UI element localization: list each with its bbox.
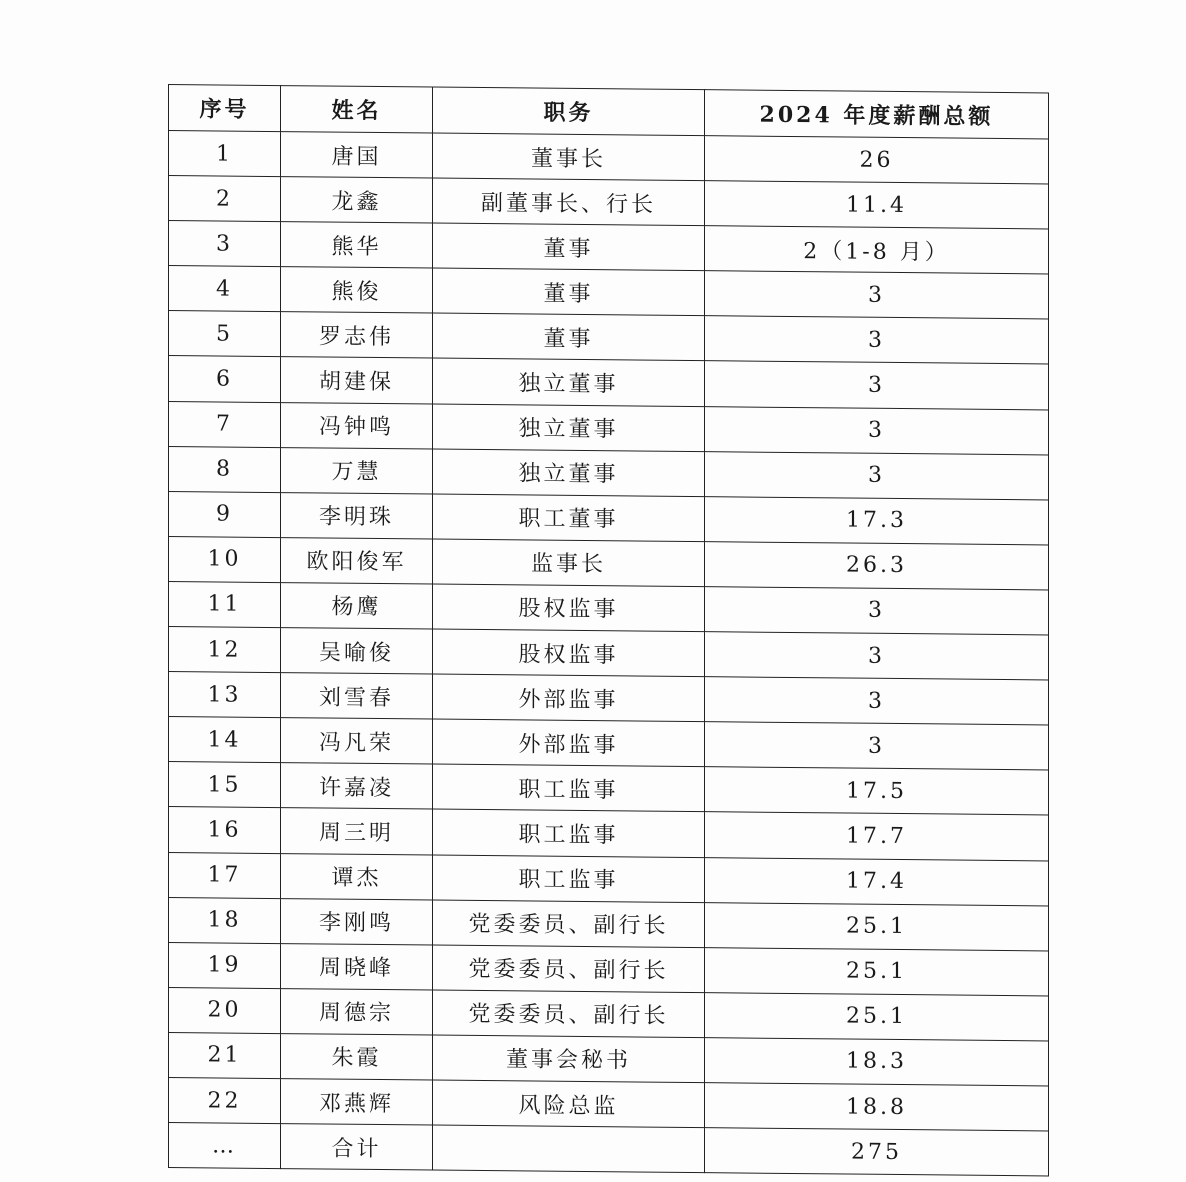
row-name: 罗志伟 <box>281 312 433 359</box>
table-row <box>169 1123 1049 1177</box>
row-pay: 3 <box>705 406 1049 454</box>
row-no: 21 <box>169 1032 281 1078</box>
row-no: 1 <box>169 131 281 177</box>
row-name: 周德宗 <box>281 988 433 1035</box>
row-no: 13 <box>169 672 281 718</box>
header-title: 职务 <box>433 87 705 136</box>
row-title: 股权监事 <box>433 584 705 632</box>
row-title: 职工监事 <box>433 855 705 903</box>
row-title: 外部监事 <box>433 674 705 722</box>
row-title: 独立董事 <box>433 404 705 452</box>
row-pay: 17.5 <box>705 767 1049 815</box>
row-name: 谭杰 <box>281 853 433 900</box>
row-no: 7 <box>169 401 281 447</box>
row-no: 20 <box>169 987 281 1033</box>
row-pay: 17.3 <box>705 496 1049 544</box>
row-no: 9 <box>169 491 281 537</box>
row-pay: 2（1-8 月） <box>705 226 1049 274</box>
row-no: 16 <box>169 807 281 853</box>
row-no: 22 <box>169 1077 281 1123</box>
header-pay: 2024 年度薪酬总额 <box>705 90 1049 139</box>
row-title: 董事 <box>433 313 705 361</box>
row-pay: 275 <box>705 1128 1049 1176</box>
row-pay: 3 <box>705 361 1049 409</box>
row-title: 监事长 <box>433 539 705 587</box>
row-name: 吴喻俊 <box>281 628 433 675</box>
row-pay: 3 <box>705 722 1049 770</box>
row-pay: 3 <box>705 632 1049 680</box>
row-title: 职工监事 <box>433 809 705 857</box>
row-no: 8 <box>169 446 281 492</box>
row-title: 副董事长、行长 <box>433 178 705 226</box>
row-name: 唐国 <box>281 132 433 179</box>
row-title: 董事 <box>433 268 705 316</box>
row-pay: 17.4 <box>705 857 1049 905</box>
row-name: 龙鑫 <box>281 177 433 224</box>
row-pay: 25.1 <box>705 902 1049 950</box>
row-no: 6 <box>169 356 281 402</box>
row-name: 冯凡荣 <box>281 718 433 765</box>
row-pay: 3 <box>705 271 1049 319</box>
row-title: 独立董事 <box>433 449 705 497</box>
row-name: 熊华 <box>281 222 433 269</box>
row-name: 杨鹰 <box>281 583 433 630</box>
row-name: 李明珠 <box>281 492 433 539</box>
row-pay: 3 <box>705 451 1049 499</box>
row-name: 李刚鸣 <box>281 898 433 945</box>
row-no: 17 <box>169 852 281 898</box>
row-pay: 11.4 <box>705 181 1049 229</box>
row-title: 职工监事 <box>433 764 705 812</box>
row-pay: 25.1 <box>705 947 1049 995</box>
row-title: 董事 <box>433 223 705 271</box>
row-name: 朱霞 <box>281 1033 433 1080</box>
row-name: 许嘉凌 <box>281 763 433 810</box>
salary-table <box>168 84 1049 1177</box>
row-no: 18 <box>169 897 281 943</box>
header-no: 序号 <box>169 85 281 132</box>
row-name: 刘雪春 <box>281 673 433 720</box>
row-no: … <box>169 1123 281 1169</box>
row-title: 党委委员、副行长 <box>433 945 705 993</box>
row-name: 熊俊 <box>281 267 433 314</box>
row-title: 外部监事 <box>433 719 705 767</box>
header-name: 姓名 <box>281 86 433 133</box>
row-title: 风险总监 <box>433 1080 705 1128</box>
row-pay: 3 <box>705 677 1049 725</box>
row-no: 14 <box>169 717 281 763</box>
row-no: 15 <box>169 762 281 808</box>
salary-table-container <box>168 84 1048 1177</box>
row-no: 4 <box>169 266 281 312</box>
row-title: 独立董事 <box>433 359 705 407</box>
row-title: 董事长 <box>433 133 705 181</box>
row-pay: 18.8 <box>705 1083 1049 1131</box>
row-pay: 26.3 <box>705 541 1049 589</box>
row-name: 冯钟鸣 <box>281 402 433 449</box>
table-body <box>169 131 1049 1177</box>
row-pay: 3 <box>705 587 1049 635</box>
row-name: 周晓峰 <box>281 943 433 990</box>
row-name: 万慧 <box>281 447 433 494</box>
row-name: 合计 <box>281 1124 433 1171</box>
row-pay: 17.7 <box>705 812 1049 860</box>
row-no: 3 <box>169 221 281 267</box>
row-name: 周三明 <box>281 808 433 855</box>
row-pay: 26 <box>705 136 1049 184</box>
row-pay: 18.3 <box>705 1038 1049 1086</box>
row-no: 10 <box>169 536 281 582</box>
row-pay: 3 <box>705 316 1049 364</box>
row-name: 胡建保 <box>281 357 433 404</box>
row-title: 职工董事 <box>433 494 705 542</box>
row-no: 5 <box>169 311 281 357</box>
row-title: 党委委员、副行长 <box>433 900 705 948</box>
row-title <box>433 1125 705 1173</box>
row-title: 董事会秘书 <box>433 1035 705 1083</box>
row-pay: 25.1 <box>705 992 1049 1040</box>
row-no: 12 <box>169 627 281 673</box>
row-name: 邓燕辉 <box>281 1079 433 1126</box>
row-name: 欧阳俊军 <box>281 537 433 584</box>
row-title: 党委委员、副行长 <box>433 990 705 1038</box>
row-no: 19 <box>169 942 281 988</box>
row-title: 股权监事 <box>433 629 705 677</box>
row-no: 11 <box>169 581 281 627</box>
row-no: 2 <box>169 176 281 222</box>
